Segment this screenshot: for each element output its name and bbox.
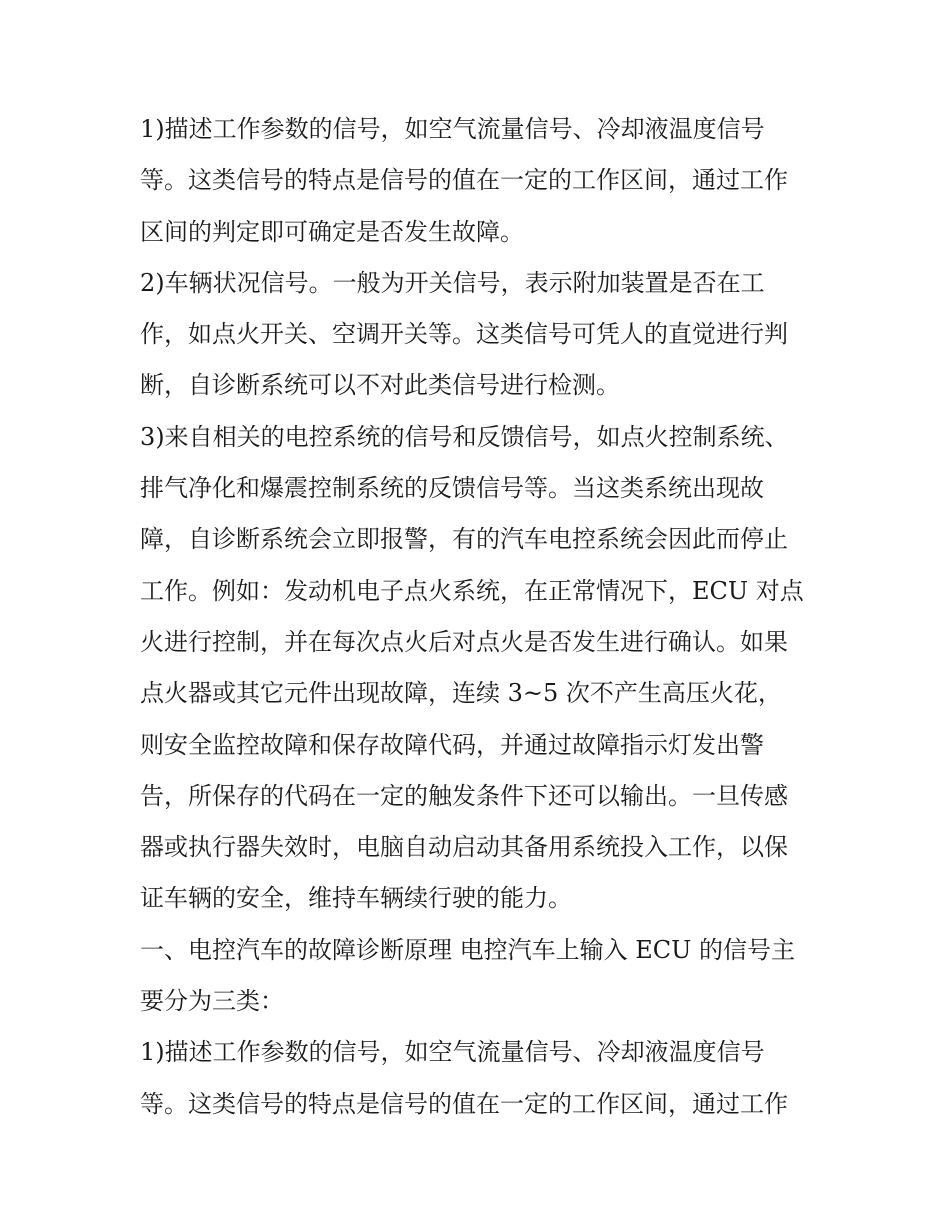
text-line-9: 障，自诊断系统会立即报警，有的汽车电控系统会因此而停止	[140, 525, 788, 554]
text-line-16: 证车辆的安全，维持车辆续行驶的能力。	[140, 884, 572, 913]
text-line-2: 等。这类信号的特点是信号的值在一定的工作区间，通过工作	[140, 166, 788, 195]
text-line-5: 作，如点火开关、空调开关等。这类信号可凭人的直觉进行判	[140, 320, 788, 349]
text-line-3: 区间的判定即可确定是否发生故障。	[140, 217, 524, 246]
text-line-20: 等。这类信号的特点是信号的值在一定的工作区间，通过工作	[140, 1089, 788, 1118]
text-line-4: 2)车辆状况信号。一般为开关信号，表示附加装置是否在工	[140, 268, 765, 297]
text-line-8: 排气净化和爆震控制系统的反馈信号等。当这类系统出现故	[140, 474, 764, 503]
document-body	[140, 104, 830, 1130]
text-line-13: 则安全监控故障和保存故障代码，并通过故障指示灯发出警	[140, 730, 764, 759]
text-line-17: 一、电控汽车的故障诊断原理 电控汽车上输入 ECU 的信号主	[140, 935, 795, 964]
text-line-19: 1)描述工作参数的信号，如空气流量信号、冷却液温度信号	[140, 1038, 765, 1067]
text-line-14: 告，所保存的代码在一定的触发条件下还可以输出。一旦传感	[140, 781, 788, 810]
text-line-15: 器或执行器失效时，电脑自动启动其备用系统投入工作，以保	[140, 833, 788, 862]
text-line-1: 1)描述工作参数的信号，如空气流量信号、冷却液温度信号	[140, 115, 765, 143]
text-line-12: 点火器或其它元件出现故障，连续 3~5 次不产生高压火花，	[140, 679, 782, 708]
text-line-6: 断，自诊断系统可以不对此类信号进行检测。	[140, 371, 620, 400]
text-line-11: 火进行控制，并在每次点火后对点火是否发生进行确认。如果	[140, 627, 788, 656]
text-line-18: 要分为三类：	[140, 987, 284, 1016]
text-line-7: 3)来自相关的电控系统的信号和反馈信号，如点火控制系统、	[140, 422, 789, 451]
text-line-10: 工作。例如：发动机电子点火系统，在正常情况下，ECU 对点	[140, 576, 804, 605]
